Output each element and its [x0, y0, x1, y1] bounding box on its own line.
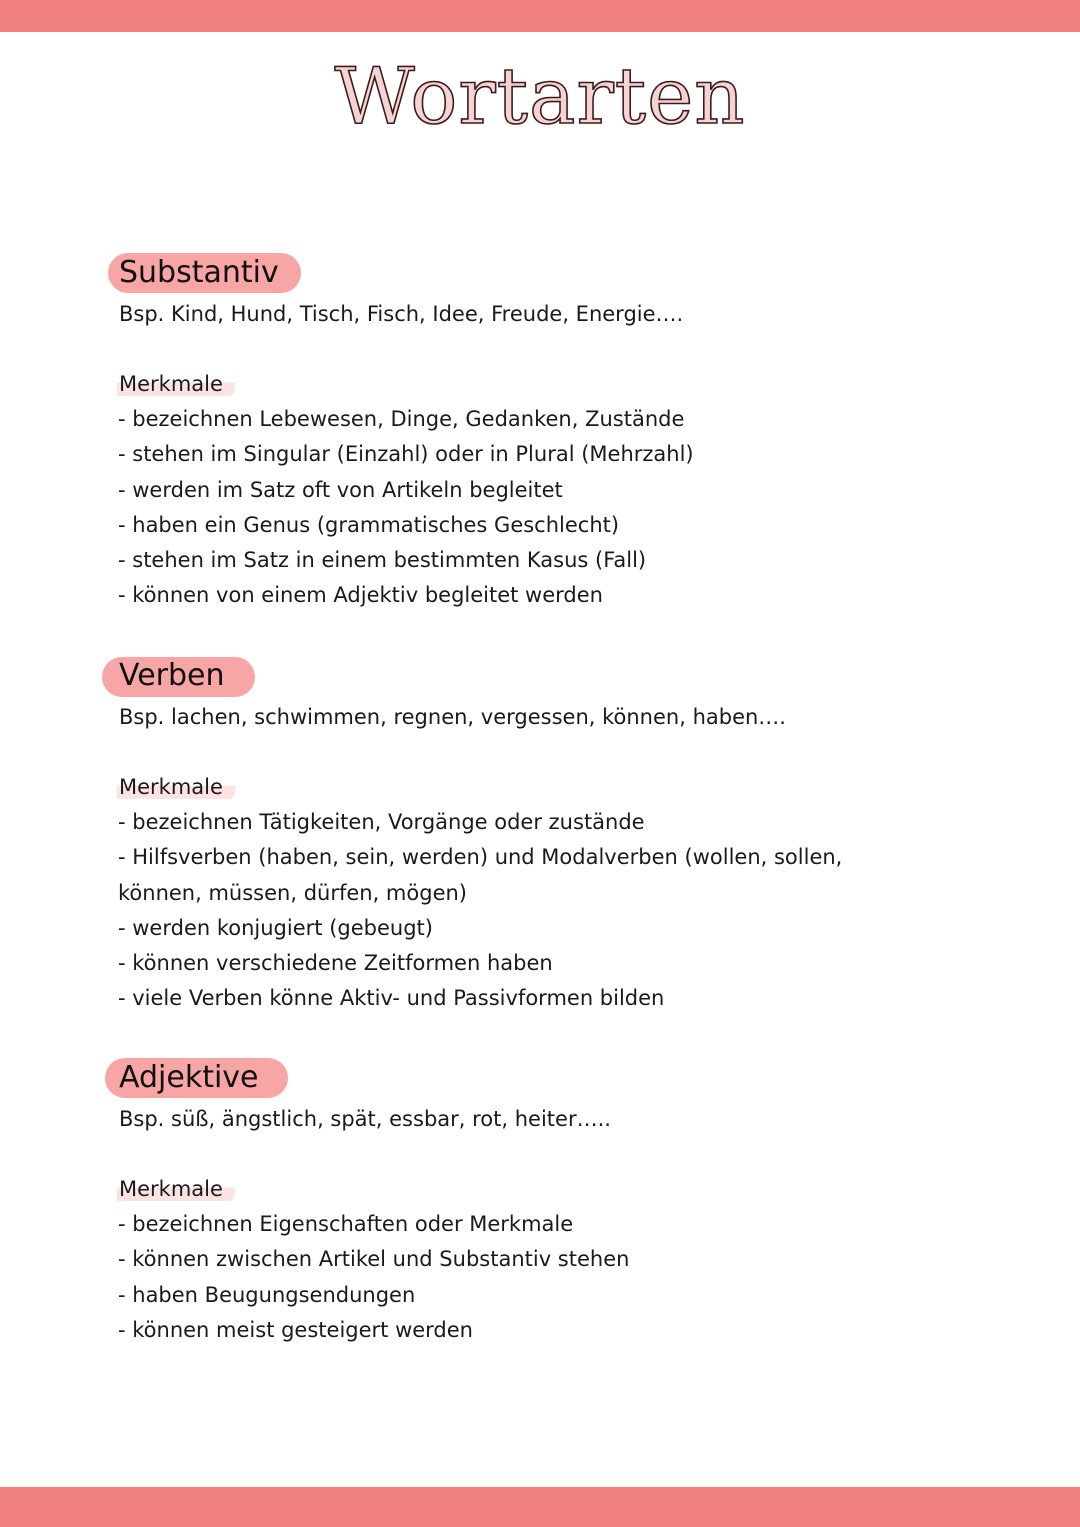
- list-item: - werden konjugiert (gebeugt): [118, 915, 433, 940]
- merkmale-label: Merkmale: [117, 773, 235, 801]
- list-item: - stehen im Satz in einem bestimmten Kasus (Fall): [118, 548, 647, 573]
- list-item: - Hilfsverben (haben, sein, werden) und Modalverben (wollen, sollen,: [118, 845, 843, 870]
- list-item: - viele Verben könne Aktiv- und Passivformen bilden: [118, 986, 665, 1011]
- list-item: - bezeichnen Eigenschaften oder Merkmale: [118, 1212, 574, 1236]
- merkmale-list: [118, 402, 694, 614]
- list-item: - werden im Satz oft von Artikeln begleitet: [118, 477, 563, 502]
- merkmale-label: Merkmale: [117, 370, 235, 398]
- list-item: - bezeichnen Lebewesen, Dinge, Gedanken, Zustände: [118, 407, 685, 431]
- list-item: - können von einem Adjektiv begleitet werden: [118, 583, 603, 608]
- section-heading: Substantiv: [119, 255, 279, 290]
- list-item: - bezeichnen Tätigkeiten, Vorgänge oder zustände: [118, 810, 645, 834]
- section-heading: Verben: [119, 658, 225, 693]
- example-line: Bsp. Kind, Hund, Tisch, Fisch, Idee, Freude, Energie….: [119, 302, 684, 326]
- example-line: Bsp. lachen, schwimmen, regnen, vergessen, können, haben….: [119, 705, 786, 729]
- merkmale-label: Merkmale: [117, 1175, 235, 1203]
- top-decorative-band: [0, 0, 1080, 32]
- list-item: - können zwischen Artikel und Substantiv stehen: [118, 1247, 630, 1272]
- list-item: - stehen im Singular (Einzahl) oder in Plural (Mehrzahl): [118, 442, 694, 467]
- list-item: - haben ein Genus (grammatisches Geschlecht): [118, 512, 620, 537]
- section-heading: Adjektive: [119, 1060, 259, 1095]
- merkmale-list: [118, 805, 842, 1017]
- list-item: - haben Beugungsendungen: [118, 1282, 416, 1307]
- list-item: - können meist gesteigert werden: [118, 1317, 473, 1342]
- bottom-decorative-band: [0, 1487, 1080, 1527]
- page-title: Wortarten: [334, 52, 746, 142]
- example-line: Bsp. süß, ängstlich, spät, essbar, rot, heiter…..: [119, 1107, 611, 1131]
- list-item: - können verschiedene Zeitformen haben: [118, 951, 553, 976]
- merkmale-list: [118, 1207, 629, 1348]
- list-item: können, müssen, dürfen, mögen): [118, 880, 467, 905]
